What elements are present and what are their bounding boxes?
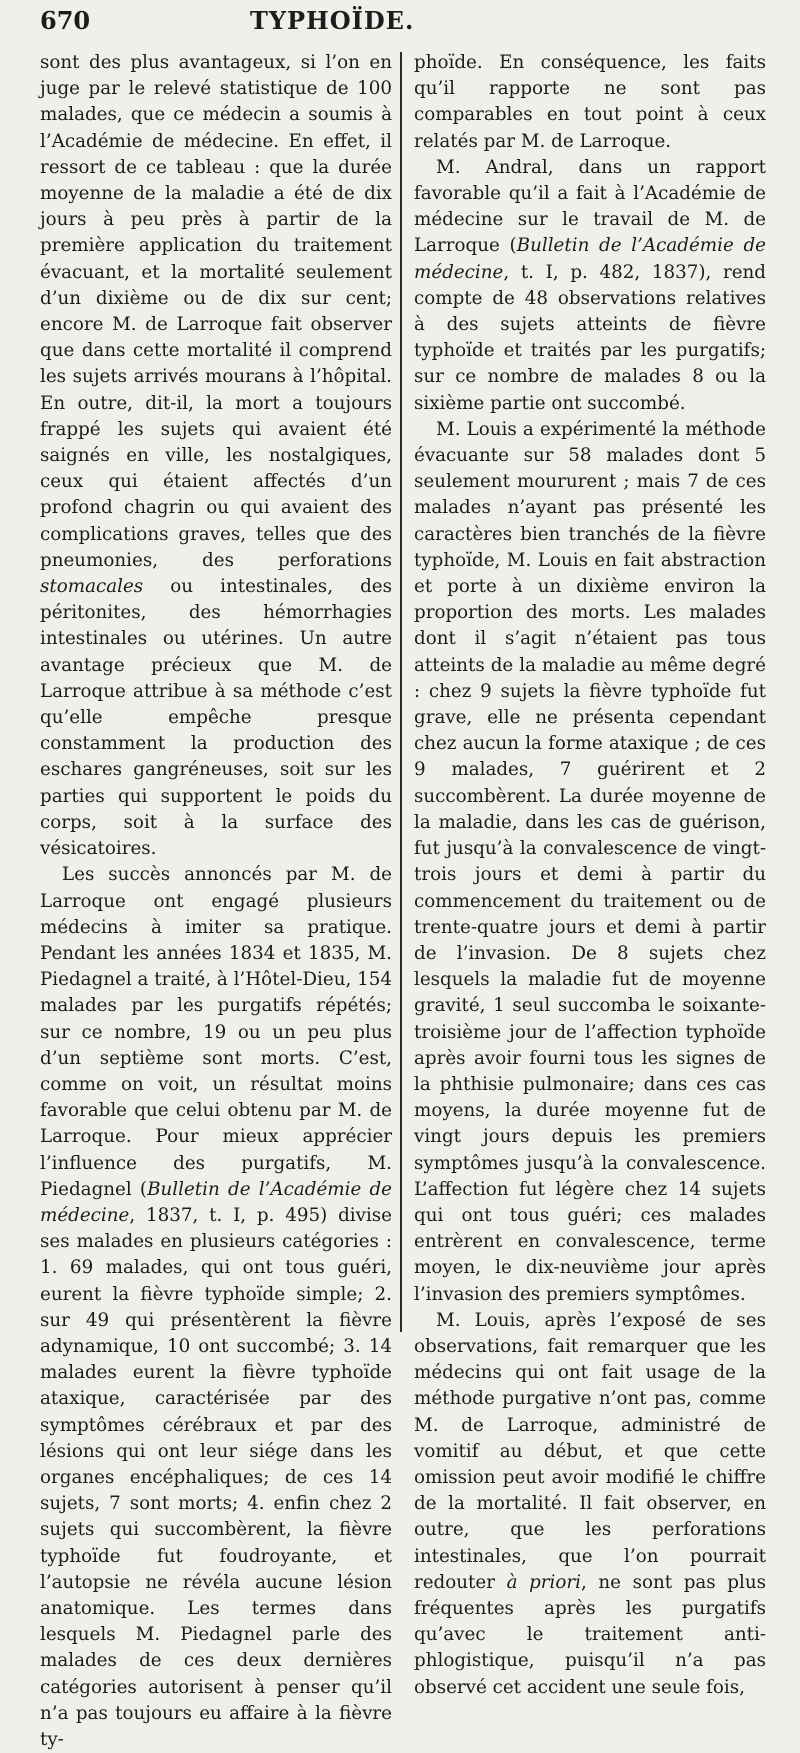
italic-text: à priori	[506, 1571, 581, 1593]
left-column	[40, 50, 392, 1753]
text-run: Les succès annoncés par M. de Larroque ont engagé plusieurs médecins à imiter sa pratique. Pendant les années 1834 et 1835, M. Piedagnel a traité, à l’Hôtel-Dieu, 154 malades par les purgatifs répétés; sur ce nombre, 19 ou un peu plus d’un septième sont morts. C’est, comme on voit, un résultat moins favorable que celui obtenu par M. de Larroque. Pour mieux apprécier l’influence des purgatifs, M. Piedagnel (	[40, 864, 392, 1200]
text-run: M. Louis a expérimenté la méthode évacuante sur 58 malades dont 5 seulement moururent ; mais 7 de ces malades n’ayant pas présenté les caractères bien tranchés de la fièvre typhoïde, M. Louis en fait abstraction et porte à un dixième environ la proportion des morts. Les malades dont il s’agit n’étaient pas tous atteints de la maladie au même degré : chez 9 sujets la fièvre typhoïde fut grave, elle ne présenta cependant chez aucun la forme ataxique ; de ces 9 malades, 7 guérirent et 2 succombèrent. La durée moyenne de la maladie, dans les cas de guérison, fut jusqu’à la convalescence de vingt-trois jours et demi à partir du commencement du traitement ou de trente-quatre jours et demi à partir de l’invasion. De 8 sujets chez lesquels la maladie fut de moyenne gravité, 1 seul succomba le soixante-troisième jour de l’affection typhoïde après avoir fourni tous les signes de la phthisie pulmonaire; dans ces cas moyens, la durée moyenne fut de vingt jours depuis les premiers symptômes jusqu’à la convalescence. L’affection fut légère chez 14 sujets qui ont tous guéri; ces malades entrèrent en convalescence, terme moyen, le dix-neuvième jour après l’invasion des premiers symptômes.	[414, 418, 766, 1305]
column-rule	[400, 52, 402, 1332]
text-run: ou intestinales, des péritonites, des hémorrhagies intestinales ou utérines. Un autre avantage précieux que M. de Larroque attribue à sa méthode c’est qu’elle empêche presque constamment la production des eschares gangréneuses, soit sur les parties qui supportent le poids du corps, soit à la surface des vésicatoires.	[40, 576, 392, 860]
text-run: sont des plus avantageux, si l’on en juge par le relevé statistique de 100 malades, que ce médecin a soumis à l’Académie de médecine. En effet, il ressort de ce tableau : que la durée moyenne de la maladie a été de dix jours à peu près à partir de la première application du traitement évacuant, et la mortalité seulement d’un dixième ou de dix sur cent; encore M. de Larroque fait observer que dans cette mortalité il comprend les sujets arrivés mourans à l’hôpital. En outre, dit-il, la mort a toujours frappé les sujets qui avaient été saignés en ville, les nostalgiques, ceux qui étaient affectés d’un profond chagrin ou qui avaient des complications graves, telles que des pneumonies, des perforations	[40, 52, 392, 571]
paragraph	[414, 155, 766, 417]
text-run: , ne sont pas plus fréquentes après les purgatifs qu’avec le traitement anti-phlogistique, puisqu’il n’a pas observé cet accident une seule fois,	[414, 1571, 766, 1698]
paragraph	[414, 50, 766, 155]
text-run: , 1837, t. I, p. 495) divise ses malades en plusieurs catégories : 1. 69 malades, qui ont tous guéri, eurent la fièvre typhoïde simple; 2. sur 49 qui présentèrent la fièvre adynamique, 10 ont succombé; 3. 14 malades eurent la fièvre typhoïde ataxique, caractérisée par des symptômes cérébraux et par des lésions qui ont leur siége dans les organes encéphaliques; de ces 14 sujets, 7 sont morts; 4. enfin chez 2 sujets qui succombèrent, la fièvre typhoïde fut foudroyante, et l’autopsie ne révéla aucune lésion anatomique. Les termes dans lesquels M. Piedagnel parle des malades de ces deux dernières catégories autorisent à penser qu’il n’a pas toujours eu affaire à la fièvre ty-	[40, 1204, 392, 1750]
page-number: 670	[40, 6, 91, 35]
running-head	[40, 6, 766, 46]
text-run: phoïde. En conséquence, les faits qu’il rapporte ne sont pas comparables en tout point à ceux relatés par M. de Larroque.	[414, 52, 766, 152]
paragraph	[40, 862, 392, 1753]
paragraph	[414, 1308, 766, 1701]
italic-text: Bulletin de l’Académie de médecine	[414, 235, 766, 283]
running-title: TYPHOÏDE.	[250, 6, 415, 35]
text-columns	[40, 50, 766, 1753]
italic-text: Bulletin de l’Académie de médecine	[40, 1178, 393, 1226]
paragraph	[40, 50, 392, 862]
text-run: , t. I, p. 482, 1837), rend compte de 48 observations relatives à des sujets atteints de fièvre typhoïde et traités par les purgatifs; sur ce nombre de malades 8 ou la sixième partie ont succombé.	[414, 261, 766, 414]
paragraph	[414, 417, 766, 1308]
text-run: M. Andral, dans un rapport favorable qu’il a fait à l’Académie de médecine sur le travail de M. de Larroque (	[414, 156, 766, 257]
right-column	[414, 50, 766, 1753]
text-run: M. Louis, après l’exposé de ses observations, fait remarquer que les médecins qui ont fait usage de la méthode purgative n’ont pas, comme M. de Larroque, administré de vomitif au début, et que cette omission peut avoir modifié le chiffre de la mortalité. Il fait observer, en outre, que les perforations intestinales, que l’on pourrait redouter	[414, 1309, 766, 1593]
italic-text: stomacales	[40, 576, 144, 598]
